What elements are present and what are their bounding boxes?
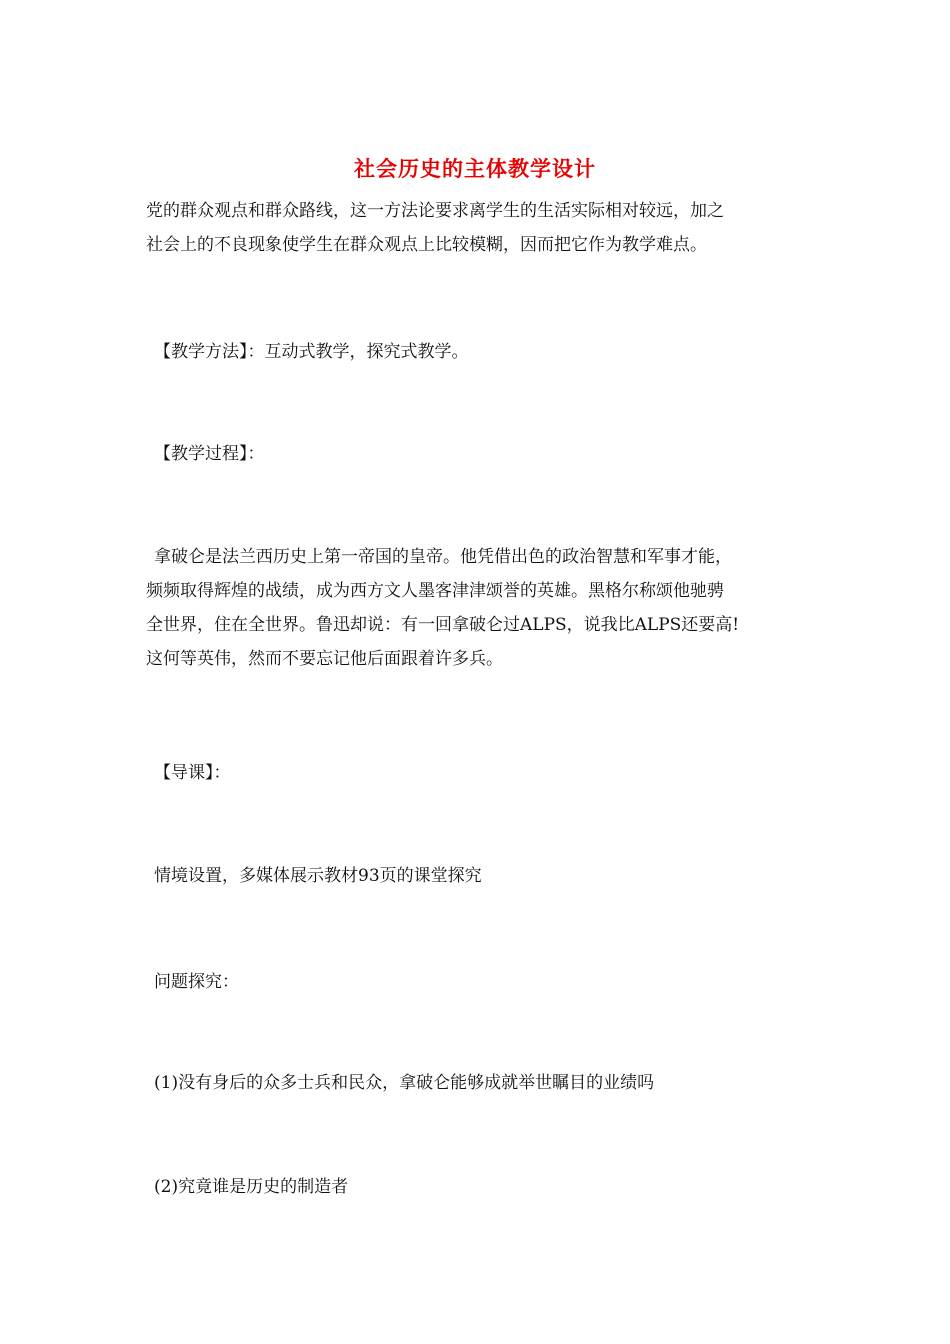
intro-line: 党的群众观点和群众路线，这一方法论要求离学生的生活实际相对较远，加之 (146, 201, 724, 221)
teaching-method: 【教学方法】：互动式教学，探究式教学。 (154, 342, 469, 362)
intro-paragraph (146, 194, 806, 262)
intro-line: 社会上的不良现象使学生在群众观点上比较模糊，因而把它作为教学难点。 (146, 235, 707, 255)
napoleon-line: 全世界，住在全世界。鲁迅却说：有一回拿破仑过ALPS，说我比ALPS还要高! (146, 615, 740, 635)
lead-in-heading: 【导课】： (154, 763, 231, 783)
question-2: (2)究竟谁是历史的制造者 (154, 1177, 349, 1197)
teaching-process-heading: 【教学过程】： (154, 444, 265, 464)
napoleon-line: 这何等英伟，然而不要忘记他后面跟着许多兵。 (146, 649, 503, 669)
napoleon-line: 拿破仑是法兰西历史上第一帝国的皇帝。他凭借出色的政治智慧和军事才能， (154, 547, 732, 567)
napoleon-line: 频频取得辉煌的战绩，成为西方文人墨客津津颂誉的英雄。黑格尔称颂他驰骋 (146, 581, 724, 601)
question-1: (1)没有身后的众多士兵和民众，拿破仑能够成就举世瞩目的业绩吗 (154, 1073, 655, 1093)
scenario-text: 情境设置，多媒体展示教材93页的课堂探究 (154, 866, 482, 886)
inquiry-heading: 问题探究： (154, 972, 239, 992)
napoleon-paragraph (146, 540, 806, 676)
document-title: 社会历史的主体教学设计 (354, 156, 596, 181)
